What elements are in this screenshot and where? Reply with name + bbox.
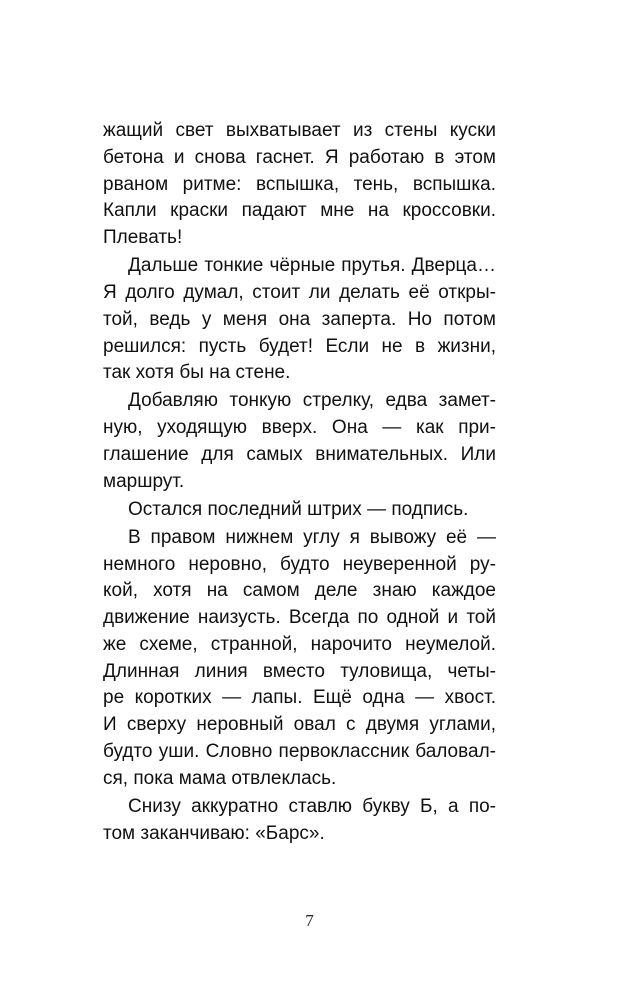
paragraph: [103, 525, 496, 793]
paragraph: [103, 253, 496, 387]
text-line: Плевать!: [103, 227, 183, 249]
text-line: бетона и снова гаснет. Я работаю в этом: [103, 146, 496, 168]
text-line: решился: пусть будет! Если не в жизни,: [103, 335, 496, 357]
paragraph: [103, 118, 496, 252]
text-line: будто уши. Словно первоклассник баловал-: [103, 741, 496, 763]
text-line: Длинная линия вместо туловища, четы-: [103, 660, 496, 682]
text-line: том заканчиваю: «Барс».: [103, 822, 325, 844]
paragraph: [103, 388, 496, 495]
paragraph: [103, 497, 496, 524]
body-text: [103, 118, 496, 847]
text-line: глашение для самых внимательных. Или: [103, 443, 496, 465]
text-line: ре коротких — лапы. Ещё одна — хвост.: [103, 687, 496, 709]
text-line: кой, хотя на самом деле знаю каждое: [103, 580, 496, 602]
text-line: ную, уходящую вверх. Она — как при-: [103, 417, 496, 439]
text-line: жащий свет выхватывает из стены куски: [103, 120, 496, 141]
text-line: рваном ритме: вспышка, тень, вспышка.: [103, 173, 496, 195]
page-number: 7: [305, 911, 314, 930]
text-line: В правом нижнем углу я вывожу её —: [128, 526, 496, 548]
text-line: немного неровно, будто неуверенной ру-: [103, 553, 496, 575]
text-line: Капли краски падают мне на кроссовки.: [103, 200, 496, 222]
text-line: Я долго думал, стоит ли делать её откры-: [103, 281, 496, 303]
text-line: Снизу аккуратно ставлю букву Б, а по-: [128, 795, 496, 817]
text-line: так хотя бы на стене.: [103, 362, 291, 384]
paragraph: [103, 794, 496, 848]
text-line: Остался последний штрих — подпись.: [128, 498, 469, 520]
text-line: движение наизусть. Всегда по одной и той: [103, 607, 496, 629]
text-line: ся, пока мама отвлеклась.: [103, 767, 337, 789]
text-line: Добавляю тонкую стрелку, едва замет-: [128, 390, 496, 412]
text-line: той, ведь у меня она заперта. Но потом: [103, 308, 496, 330]
text-line: И сверху неровный овал с двумя углами,: [103, 714, 496, 736]
text-line: Дальше тонкие чёрные прутья. Дверца…: [128, 255, 496, 277]
text-line: маршрут.: [103, 470, 185, 492]
text-line: же схеме, странной, нарочито неумелой.: [103, 633, 496, 655]
